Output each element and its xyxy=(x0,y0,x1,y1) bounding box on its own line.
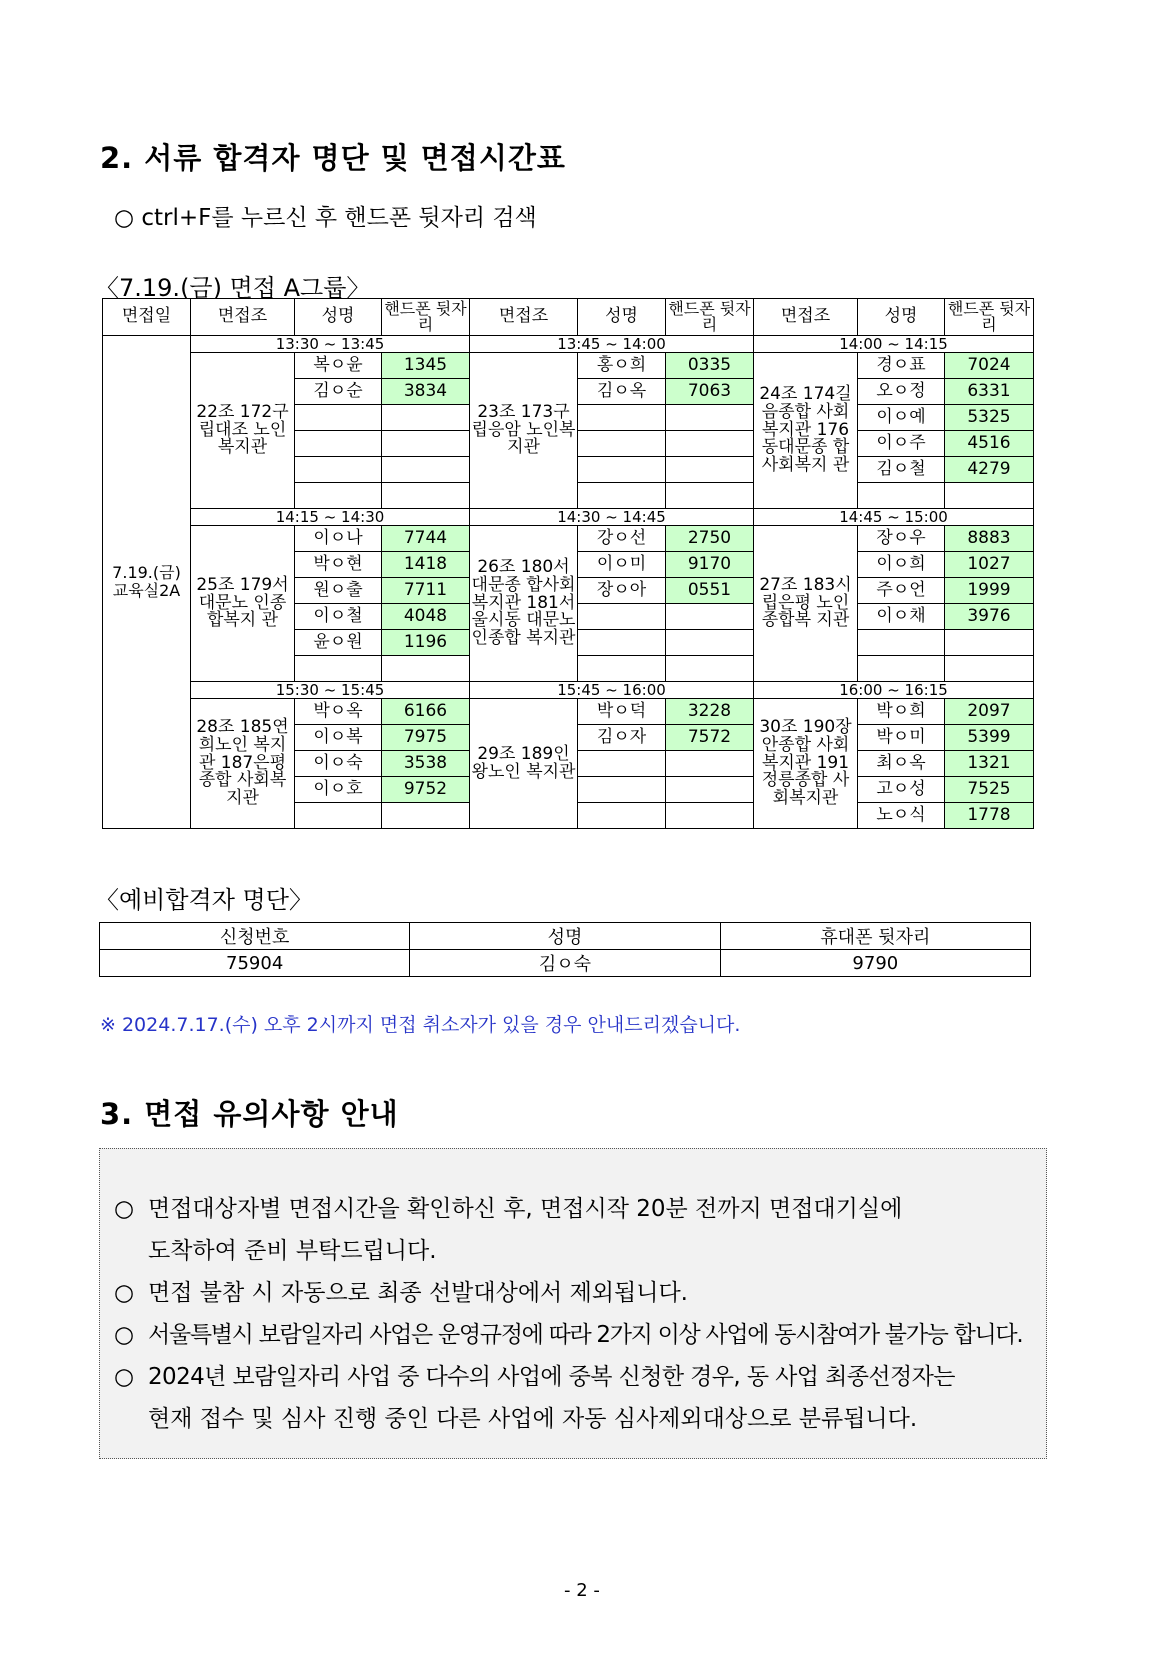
candidate-phone: 1999 xyxy=(945,578,1034,604)
table-row xyxy=(103,353,1034,379)
candidate-name: 이ㅇ채 xyxy=(858,604,945,630)
empty-cell xyxy=(382,483,470,509)
candidate-name: 박ㅇ덕 xyxy=(578,699,666,725)
candidate-name: 경ㅇ표 xyxy=(858,353,945,379)
reserve-number: 75904 xyxy=(100,950,410,977)
interview-group: 30조 190장안종합 사회복지관 191정릉종합 사회복지관 xyxy=(754,699,858,829)
empty-cell xyxy=(578,457,666,483)
reserve-name: 김ㅇ숙 xyxy=(410,950,720,977)
candidate-name: 이ㅇ철 xyxy=(295,604,382,630)
candidate-phone: 3538 xyxy=(382,751,470,777)
reserve-table xyxy=(99,922,1031,977)
empty-cell xyxy=(945,483,1034,509)
candidate-name: 박ㅇ희 xyxy=(858,699,945,725)
candidate-phone: 0551 xyxy=(666,578,754,604)
empty-cell xyxy=(382,457,470,483)
empty-cell xyxy=(382,656,470,682)
empty-cell xyxy=(666,405,754,431)
candidate-phone: 7744 xyxy=(382,526,470,552)
empty-cell xyxy=(578,777,666,803)
candidate-name: 이ㅇ주 xyxy=(858,431,945,457)
candidate-phone: 5399 xyxy=(945,725,1034,751)
page-number: - 2 - xyxy=(564,1580,600,1601)
bullet-mark: ○ xyxy=(114,1364,134,1390)
candidate-phone: 6166 xyxy=(382,699,470,725)
time-slot: 14:30 ~ 14:45 xyxy=(470,509,754,526)
candidate-phone: 4516 xyxy=(945,431,1034,457)
candidate-name: 박ㅇ미 xyxy=(858,725,945,751)
candidate-phone: 1196 xyxy=(382,630,470,656)
schedule-caption: 〈7.19.(금) 면접 A그룹〉 xyxy=(95,274,371,302)
candidate-name: 강ㅇ선 xyxy=(578,526,666,552)
candidate-phone: 4048 xyxy=(382,604,470,630)
reserve-phone: 9790 xyxy=(720,950,1030,977)
candidate-phone: 9170 xyxy=(666,552,754,578)
empty-cell xyxy=(666,431,754,457)
time-slot: 15:45 ~ 16:00 xyxy=(470,682,754,699)
empty-cell xyxy=(578,803,666,829)
cancellation-notice: ※ 2024.7.17.(수) 오후 2시까지 면접 취소자가 있을 경우 안내드리겠습니다. xyxy=(100,1014,741,1036)
candidate-name: 홍ㅇ희 xyxy=(578,353,666,379)
time-slot: 13:45 ~ 14:00 xyxy=(470,336,754,353)
candidate-phone: 9752 xyxy=(382,777,470,803)
header-phone: 핸드폰 뒷자리 xyxy=(945,299,1034,336)
empty-cell xyxy=(578,630,666,656)
header-name: 성명 xyxy=(295,299,382,336)
empty-cell xyxy=(666,803,754,829)
empty-cell xyxy=(666,604,754,630)
time-slot: 14:45 ~ 15:00 xyxy=(754,509,1034,526)
candidate-name: 최ㅇ옥 xyxy=(858,751,945,777)
candidate-phone: 3976 xyxy=(945,604,1034,630)
candidate-phone: 6331 xyxy=(945,379,1034,405)
empty-cell xyxy=(295,457,382,483)
candidate-name: 이ㅇ나 xyxy=(295,526,382,552)
candidate-phone: 2097 xyxy=(945,699,1034,725)
empty-cell xyxy=(578,431,666,457)
table-row xyxy=(103,699,1034,725)
interview-group: 29조 189인왕노인 복지관 xyxy=(470,699,578,829)
empty-cell xyxy=(382,405,470,431)
interview-group: 26조 180서대문종 합사회복지관 181서울시동 대문노인종합 복지관 xyxy=(470,526,578,682)
candidate-name: 이ㅇ예 xyxy=(858,405,945,431)
candidate-phone: 8883 xyxy=(945,526,1034,552)
interview-day: 7.19.(금) 교육실2A xyxy=(103,336,191,829)
candidate-name: 주ㅇ언 xyxy=(858,578,945,604)
candidate-phone: 0335 xyxy=(666,353,754,379)
empty-cell xyxy=(295,431,382,457)
empty-cell xyxy=(295,483,382,509)
note-item-continuation: 현재 접수 및 심사 진행 중인 다른 사업에 자동 심사제외대상으로 분류됩니다. xyxy=(148,1406,918,1432)
candidate-name: 복ㅇ윤 xyxy=(295,353,382,379)
empty-cell xyxy=(666,656,754,682)
candidate-phone: 1321 xyxy=(945,751,1034,777)
empty-cell xyxy=(578,483,666,509)
candidate-phone: 1345 xyxy=(382,353,470,379)
candidate-phone: 3834 xyxy=(382,379,470,405)
interview-group: 22조 172구립대조 노인복지관 xyxy=(191,353,295,509)
bullet-mark: ○ xyxy=(114,1322,133,1348)
header-group: 면접조 xyxy=(470,299,578,336)
candidate-name: 장ㅇ우 xyxy=(858,526,945,552)
empty-cell xyxy=(578,656,666,682)
empty-cell xyxy=(578,405,666,431)
empty-cell xyxy=(295,656,382,682)
interview-group: 25조 179서대문노 인종합복지 관 xyxy=(191,526,295,682)
candidate-name: 이ㅇ미 xyxy=(578,552,666,578)
empty-cell xyxy=(666,457,754,483)
empty-cell xyxy=(578,604,666,630)
candidate-phone: 1778 xyxy=(945,803,1034,829)
candidate-name: 이ㅇ숙 xyxy=(295,751,382,777)
candidate-phone: 7975 xyxy=(382,725,470,751)
candidate-name: 장ㅇ아 xyxy=(578,578,666,604)
interview-group: 28조 185연희노인 복지관 187은평종합 사회복지관 xyxy=(191,699,295,829)
candidate-phone: 4279 xyxy=(945,457,1034,483)
interview-group: 27조 183시립은평 노인종합복 지관 xyxy=(754,526,858,682)
reserve-header-phone: 휴대폰 뒷자리 xyxy=(720,923,1030,950)
time-slot: 14:15 ~ 14:30 xyxy=(191,509,470,526)
candidate-name: 이ㅇ호 xyxy=(295,777,382,803)
header-phone: 핸드폰 뒷자리 xyxy=(382,299,470,336)
candidate-name: 김ㅇ철 xyxy=(858,457,945,483)
interview-schedule-table xyxy=(102,298,1034,829)
reserve-header-name: 성명 xyxy=(410,923,720,950)
note-item: ○ 면접대상자별 면접시간을 확인하신 후, 면접시작 20분 전까지 면접대기실에 xyxy=(114,1196,903,1222)
time-slot: 15:30 ~ 15:45 xyxy=(191,682,470,699)
candidate-name: 김ㅇ자 xyxy=(578,725,666,751)
time-slot: 16:00 ~ 16:15 xyxy=(754,682,1034,699)
header-group: 면접조 xyxy=(754,299,858,336)
interview-group: 23조 173구립응암 노인복지관 xyxy=(470,353,578,509)
empty-cell xyxy=(945,656,1034,682)
header-phone: 핸드폰 뒷자리 xyxy=(666,299,754,336)
empty-cell xyxy=(666,777,754,803)
empty-cell xyxy=(666,751,754,777)
note-item: ○ 서울특별시 보람일자리 사업은 운영규정에 따라 2가지 이상 사업에 동시참여가 불가능 합니다. xyxy=(114,1322,1023,1348)
candidate-phone: 1027 xyxy=(945,552,1034,578)
empty-cell xyxy=(858,656,945,682)
candidate-phone: 3228 xyxy=(666,699,754,725)
interview-group: 24조 174길음종합 사회복지관 176동대문종 합사회복지 관 xyxy=(754,353,858,509)
note-item: ○ 면접 불참 시 자동으로 최종 선발대상에서 제외됩니다. xyxy=(114,1280,688,1306)
search-instruction: ○ ctrl+F를 누르신 후 핸드폰 뒷자리 검색 xyxy=(114,205,537,231)
bullet-mark: ○ xyxy=(114,1280,135,1306)
candidate-name: 노ㅇ식 xyxy=(858,803,945,829)
candidate-name: 박ㅇ옥 xyxy=(295,699,382,725)
candidate-name: 고ㅇ성 xyxy=(858,777,945,803)
candidate-phone: 7572 xyxy=(666,725,754,751)
bullet-mark: ○ xyxy=(114,1196,135,1222)
reserve-caption: 〈예비합격자 명단〉 xyxy=(95,886,313,914)
empty-cell xyxy=(578,751,666,777)
notes-box xyxy=(99,1148,1047,1459)
empty-cell xyxy=(295,803,382,829)
candidate-phone: 1418 xyxy=(382,552,470,578)
empty-cell xyxy=(666,630,754,656)
candidate-phone: 5325 xyxy=(945,405,1034,431)
candidate-phone: 2750 xyxy=(666,526,754,552)
time-slot: 14:00 ~ 14:15 xyxy=(754,336,1034,353)
header-date: 면접일 xyxy=(103,299,191,336)
candidate-name: 김ㅇ순 xyxy=(295,379,382,405)
section3-title: 3. 면접 유의사항 안내 xyxy=(100,1097,399,1131)
candidate-name: 원ㅇ출 xyxy=(295,578,382,604)
candidate-name: 이ㅇ희 xyxy=(858,552,945,578)
empty-cell xyxy=(382,803,470,829)
table-row xyxy=(103,526,1034,552)
section2-title: 2. 서류 합격자 명단 및 면접시간표 xyxy=(100,141,566,175)
time-slot: 13:30 ~ 13:45 xyxy=(191,336,470,353)
empty-cell xyxy=(295,405,382,431)
empty-cell xyxy=(666,483,754,509)
empty-cell xyxy=(382,431,470,457)
empty-cell xyxy=(858,483,945,509)
header-name: 성명 xyxy=(578,299,666,336)
header-group: 면접조 xyxy=(191,299,295,336)
reserve-header-number: 신청번호 xyxy=(100,923,410,950)
candidate-name: 이ㅇ복 xyxy=(295,725,382,751)
candidate-phone: 7711 xyxy=(382,578,470,604)
note-item: ○ 2024년 보람일자리 사업 중 다수의 사업에 중복 신청한 경우, 동 사업 최종선정자는 xyxy=(114,1364,955,1390)
empty-cell xyxy=(858,630,945,656)
candidate-phone: 7063 xyxy=(666,379,754,405)
candidate-name: 윤ㅇ원 xyxy=(295,630,382,656)
note-item-continuation: 도착하여 준비 부탁드립니다. xyxy=(148,1238,437,1264)
candidate-phone: 7024 xyxy=(945,353,1034,379)
candidate-name: 오ㅇ정 xyxy=(858,379,945,405)
candidate-name: 김ㅇ옥 xyxy=(578,379,666,405)
candidate-phone: 7525 xyxy=(945,777,1034,803)
header-name: 성명 xyxy=(858,299,945,336)
candidate-name: 박ㅇ현 xyxy=(295,552,382,578)
empty-cell xyxy=(945,630,1034,656)
